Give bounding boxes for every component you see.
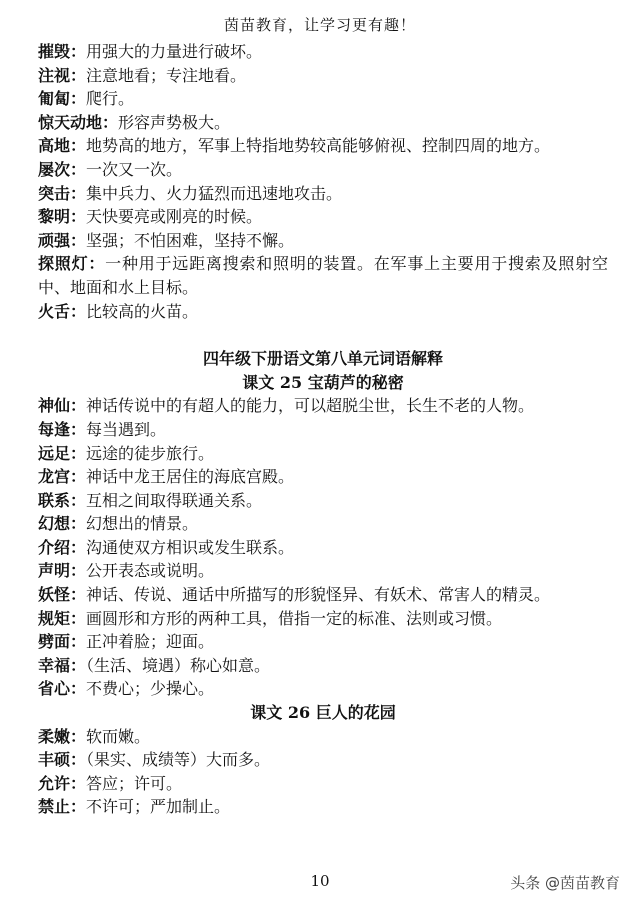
vocab-term: 黎明： xyxy=(38,207,87,227)
vocab-list-part1 xyxy=(38,40,608,323)
document-body xyxy=(38,40,608,819)
vocab-definition: 画圆形和方形的两种工具，借指一定的标准、法则或习惯。 xyxy=(86,608,503,628)
vocab-entry xyxy=(38,772,608,796)
vocab-term: 劈面： xyxy=(38,632,87,652)
vocab-term: 摧毁： xyxy=(38,42,87,61)
vocab-term: 禁止： xyxy=(38,797,87,817)
vocab-entry xyxy=(38,229,608,253)
vocab-definition: 注意地看；专注地看。 xyxy=(86,65,247,85)
vocab-entry xyxy=(38,725,608,749)
vocab-term: 柔嫩： xyxy=(38,726,87,746)
vocab-definition: 正冲着脸；迎面。 xyxy=(86,632,215,652)
vocab-term: 探照灯： xyxy=(38,254,106,274)
vocab-term: 高地： xyxy=(38,136,87,156)
vocab-term: 妖怪： xyxy=(38,585,87,605)
vocab-term: 丰硕： xyxy=(38,750,87,770)
vocab-entry xyxy=(38,489,608,513)
vocab-entry xyxy=(38,465,608,489)
vocab-definition: 公开表态或说明。 xyxy=(86,561,215,581)
vocab-definition: 形容声势极大。 xyxy=(118,112,231,132)
vocab-entry xyxy=(38,442,608,466)
vocab-term: 幸福： xyxy=(38,655,87,675)
vocab-term: 省心： xyxy=(38,679,87,699)
vocab-entry xyxy=(38,654,608,678)
vocab-term: 幻想： xyxy=(38,514,87,534)
lesson-title-26: 课文 26 巨人的花园 xyxy=(250,703,396,723)
vocab-entry xyxy=(38,111,608,135)
vocab-term: 惊天动地： xyxy=(38,112,119,132)
vocab-list-lesson26 xyxy=(38,725,608,819)
vocab-term: 顽强： xyxy=(38,230,87,250)
vocab-definition: 神话、传说、通话中所描写的形貌怪异、有妖术、常害人的精灵。 xyxy=(86,585,551,605)
vocab-definition: 神话中龙王居住的海底宫殿。 xyxy=(86,467,295,487)
vocab-term: 龙宫： xyxy=(38,467,87,487)
vocab-definition: 神话传说中的有超人的能力，可以超脱尘世，长生不老的人物。 xyxy=(86,396,535,416)
vocab-term: 规矩： xyxy=(38,608,87,628)
vocab-definition: 每当遇到。 xyxy=(86,419,167,439)
vocab-entry xyxy=(38,559,608,583)
vocab-entry xyxy=(38,40,608,64)
vocab-term: 远足： xyxy=(38,443,87,463)
vocab-entry xyxy=(38,394,608,418)
vocab-term: 注视： xyxy=(38,65,87,85)
watermark: 头条 @茵苗教育 xyxy=(510,874,620,892)
lesson-title-25: 课文 25 宝葫芦的秘密 xyxy=(242,372,404,392)
vocab-term: 每逢： xyxy=(38,419,87,439)
vocab-definition: 互相之间取得联通关系。 xyxy=(86,490,263,510)
vocab-entry xyxy=(38,182,608,206)
vocab-entry xyxy=(38,300,608,324)
vocab-entry xyxy=(38,205,608,229)
vocab-term: 介绍： xyxy=(38,537,87,557)
vocab-entry xyxy=(38,418,608,442)
vocab-entry xyxy=(38,677,608,701)
vocab-definition: 用强大的力量进行破坏。 xyxy=(86,42,263,61)
vocab-definition: （果实、成绩等）大而多。 xyxy=(86,750,271,770)
vocab-entry xyxy=(38,87,608,111)
vocab-entry xyxy=(38,748,608,772)
vocab-entry xyxy=(38,64,608,88)
vocab-entry xyxy=(38,795,608,819)
vocab-entry xyxy=(38,512,608,536)
vocab-entry xyxy=(38,630,608,654)
vocab-term: 神仙： xyxy=(38,396,87,416)
vocab-definition: 天快要亮或刚亮的时候。 xyxy=(86,207,263,227)
vocab-definition: 软而嫩。 xyxy=(86,726,151,746)
vocab-definition: 坚强；不怕困难，坚持不懈。 xyxy=(86,230,295,250)
vocab-definition: （生活、境遇）称心如意。 xyxy=(86,655,271,675)
vocab-term: 允许： xyxy=(38,773,87,793)
vocab-entry xyxy=(38,607,608,631)
section-title: 四年级下册语文第八单元词语解释 xyxy=(202,349,443,369)
vocab-term: 声明： xyxy=(38,561,87,581)
vocab-definition: 一次又一次。 xyxy=(86,159,183,179)
vocab-entry xyxy=(38,158,608,182)
vocab-term: 匍匐： xyxy=(38,89,87,109)
vocab-entry xyxy=(38,134,608,158)
vocab-term: 屡次： xyxy=(38,159,87,179)
vocab-definition: 集中兵力、火力猛烈而迅速地攻击。 xyxy=(86,183,343,203)
page-number: 10 xyxy=(310,872,330,890)
section-spacer xyxy=(38,323,608,347)
vocab-entry xyxy=(38,536,608,560)
vocab-definition: 地势高的地方，军事上特指地势较高能够俯视、控制四周的地方。 xyxy=(86,136,551,156)
vocab-definition: 远途的徒步旅行。 xyxy=(86,443,215,463)
vocab-definition: 比较高的火苗。 xyxy=(86,301,199,321)
vocab-entry xyxy=(38,252,608,299)
vocab-term: 突击： xyxy=(38,183,87,203)
vocab-definition: 不许可；严加制止。 xyxy=(86,797,231,817)
vocab-list-lesson25 xyxy=(38,394,608,701)
vocab-term: 联系： xyxy=(38,490,87,510)
vocab-definition: 答应；许可。 xyxy=(86,773,183,793)
vocab-definition: 不费心；少操心。 xyxy=(86,679,215,699)
vocab-term: 火舌： xyxy=(38,301,87,321)
page-header: 茵苗教育，让学习更有趣！ xyxy=(223,16,416,34)
vocab-entry xyxy=(38,583,608,607)
vocab-definition: 爬行。 xyxy=(86,89,135,109)
vocab-definition: 沟通使双方相识或发生联系。 xyxy=(86,537,295,557)
vocab-definition: 幻想出的情景。 xyxy=(86,514,199,534)
vocab-definition: 一种用于远距离搜索和照明的装置。在军事上主要用于搜索及照射空中、地面和水上目标。 xyxy=(38,254,608,297)
